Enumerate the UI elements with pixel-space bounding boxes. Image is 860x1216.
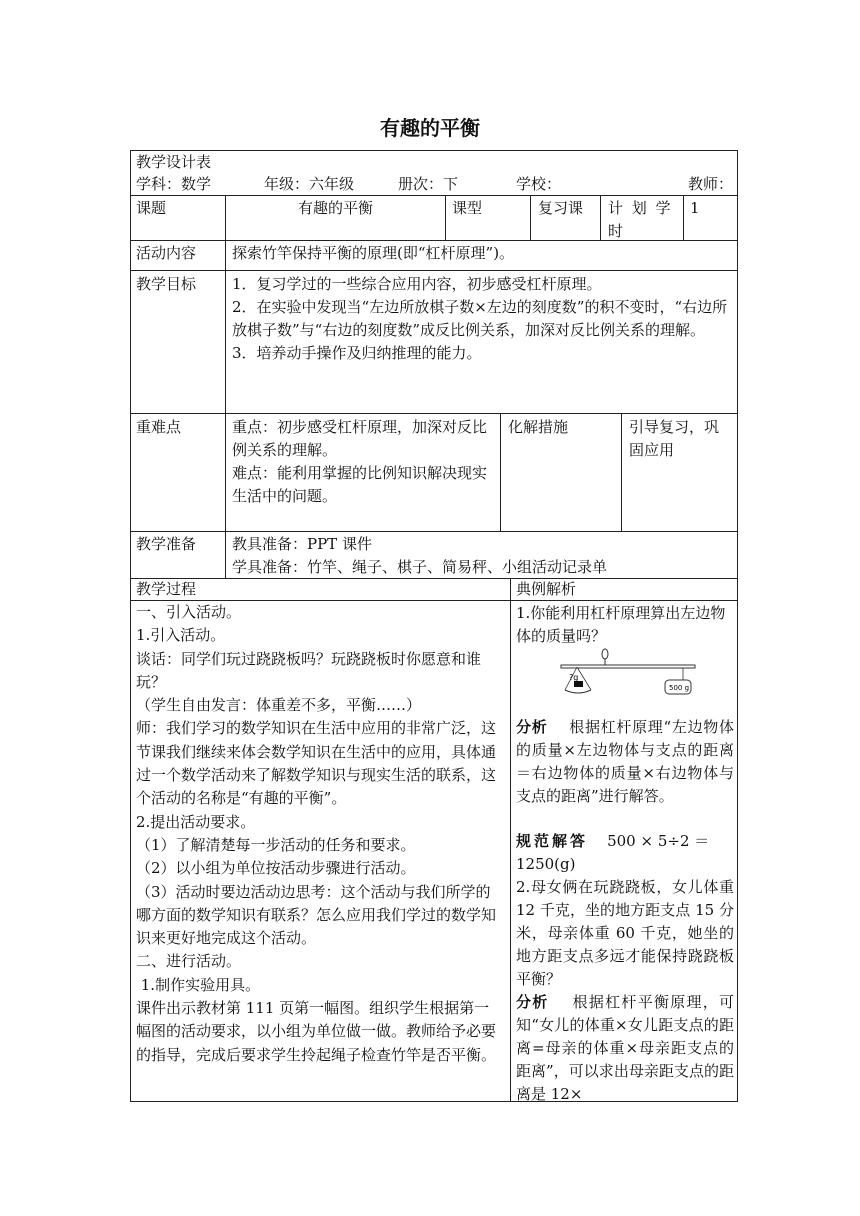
process-line: （3）活动时要边活动边思考：这个活动与我们所学的哪方面的数学知识有联系？怎么应用我们学过的数学知识来更好地完成这个活动。: [136, 882, 497, 948]
goals-list: [232, 273, 732, 365]
type-value: 复习课: [538, 199, 584, 217]
process-line: （1）了解清楚每一步活动的任务和要求。: [136, 835, 416, 854]
example-analysis-2: [516, 991, 734, 1106]
process-line: 师：我们学习的数学知识在生活中应用的非常广泛，这节课我们继续来体会数学知识在生活中的应用，具体通过一个数学活动来了解数学知识与现实生活的联系，这个活动的名称是“有趣的平衡”。: [136, 719, 497, 808]
difficulty-point: 难点：能利用掌握的比例知识解决现实生活中的问题。: [232, 464, 488, 505]
topic-label: 课题: [136, 199, 167, 217]
activity-label: 活动内容: [136, 244, 197, 262]
goal-item: 2．在实验中发现当“左边所放棋子数×左边的刻度数”的积不变时，“右边所放棋子数”与“右边的刻度数”成反比例关系，加深对反比例关系的理解。: [232, 298, 728, 339]
meta-school: 学校：: [516, 175, 562, 193]
examples-header: 典例解析: [516, 580, 577, 598]
key-label: 重难点: [136, 418, 182, 436]
left-object-label: ?g: [569, 673, 579, 682]
process-line: （学生自由发言：体重差不多，平衡……）: [136, 696, 422, 715]
key-points: [232, 416, 496, 508]
process-line: 一、引入活动。: [136, 603, 242, 621]
goal-item: 1．复习学过的一些综合应用内容，初步感受杠杆原理。: [232, 275, 602, 293]
example-question-1: 1.你能利用杠杆原理算出左边物体的质量吗？: [516, 604, 726, 645]
process-line: 2.提出活动要求。: [136, 812, 256, 831]
example-analysis-1: [516, 716, 734, 808]
weight-label: 500 g: [669, 684, 690, 692]
goals-label: 教学目标: [136, 275, 197, 293]
prep-values: [232, 533, 732, 579]
prep-label: 教学准备: [136, 535, 197, 553]
design-table-label: 教学设计表: [136, 153, 212, 171]
process-line: 二、进行活动。: [136, 952, 242, 971]
process-line: 谈话：同学们玩过跷跷板吗？玩跷跷板时你愿意和谁玩？: [136, 649, 482, 691]
goal-item: 3．培养动手操作及归纳推理的能力。: [232, 344, 482, 362]
example-solution-1: [516, 830, 734, 876]
hours-value: 1: [690, 199, 700, 217]
activity-value: 探索竹竿保持平衡的原理(即“杠杆原理”)。: [232, 244, 515, 262]
process-line: 课件出示教材第 111 页第一幅图。组织学生根据第一幅图的活动要求，以小组为单位做一做。教师给予必要的指导，完成后要求学生拎起绳子检查竹竿是否平衡。: [136, 999, 497, 1064]
meta-teacher: 教师：: [688, 175, 734, 193]
solution-label: 规范解答: [516, 832, 589, 850]
measure-value: 引导复习，巩固应用: [629, 418, 720, 459]
student-prep: 学具准备：竹竿、绳子、棋子、简易秤、小组活动记录单: [232, 558, 608, 576]
meta-subject: 学科：数学: [136, 175, 212, 193]
example-question-2: 2.母女俩在玩跷跷板，女儿体重 12 千克，坐的地方距支点 15 分米，母亲体重 60 千克，她坐的地方距支点多远才能保持跷跷板平衡？: [516, 878, 734, 988]
process-body: [136, 601, 504, 1067]
analysis-label: 分析: [516, 718, 548, 736]
topic-value: 有趣的平衡: [297, 199, 373, 217]
key-point: 重点：初步感受杠杆原理，加深对反比例关系的理解。: [232, 418, 488, 459]
process-header: 教学过程: [136, 580, 197, 598]
process-line: （2）以小组为单位按活动步骤进行活动。: [136, 859, 416, 878]
process-line: 1.制作实验用具。: [136, 975, 261, 994]
process-line: 1.引入活动。: [136, 626, 226, 645]
analysis-label: 分析: [516, 993, 549, 1011]
analysis-text: 根据杠杆平衡原理，可知“女儿的体重×女儿距支点的距离=母亲的体重×母亲距支点的距离”，可以求出母亲距支点的距离是 12×: [516, 993, 734, 1103]
teacher-prep: 教具准备：PPT 课件: [232, 535, 372, 553]
solution-text: 500 × 5÷2 ＝ 1250(g): [516, 832, 710, 873]
measure-label: 化解措施: [508, 418, 569, 436]
document-title: 有趣的平衡: [380, 116, 480, 140]
lever-balance-figure: [555, 648, 705, 704]
analysis-text: 根据杠杆原理“左边物体的质量×左边物体与支点的距离＝右边物体的质量×右边物体与支点的距离”进行解答。: [516, 718, 734, 805]
meta-grade: 年级：六年级: [264, 175, 355, 193]
hours-label: 计 划 学时: [608, 199, 673, 240]
type-label: 课型: [452, 199, 483, 217]
meta-volume: 册次：下: [398, 175, 459, 193]
